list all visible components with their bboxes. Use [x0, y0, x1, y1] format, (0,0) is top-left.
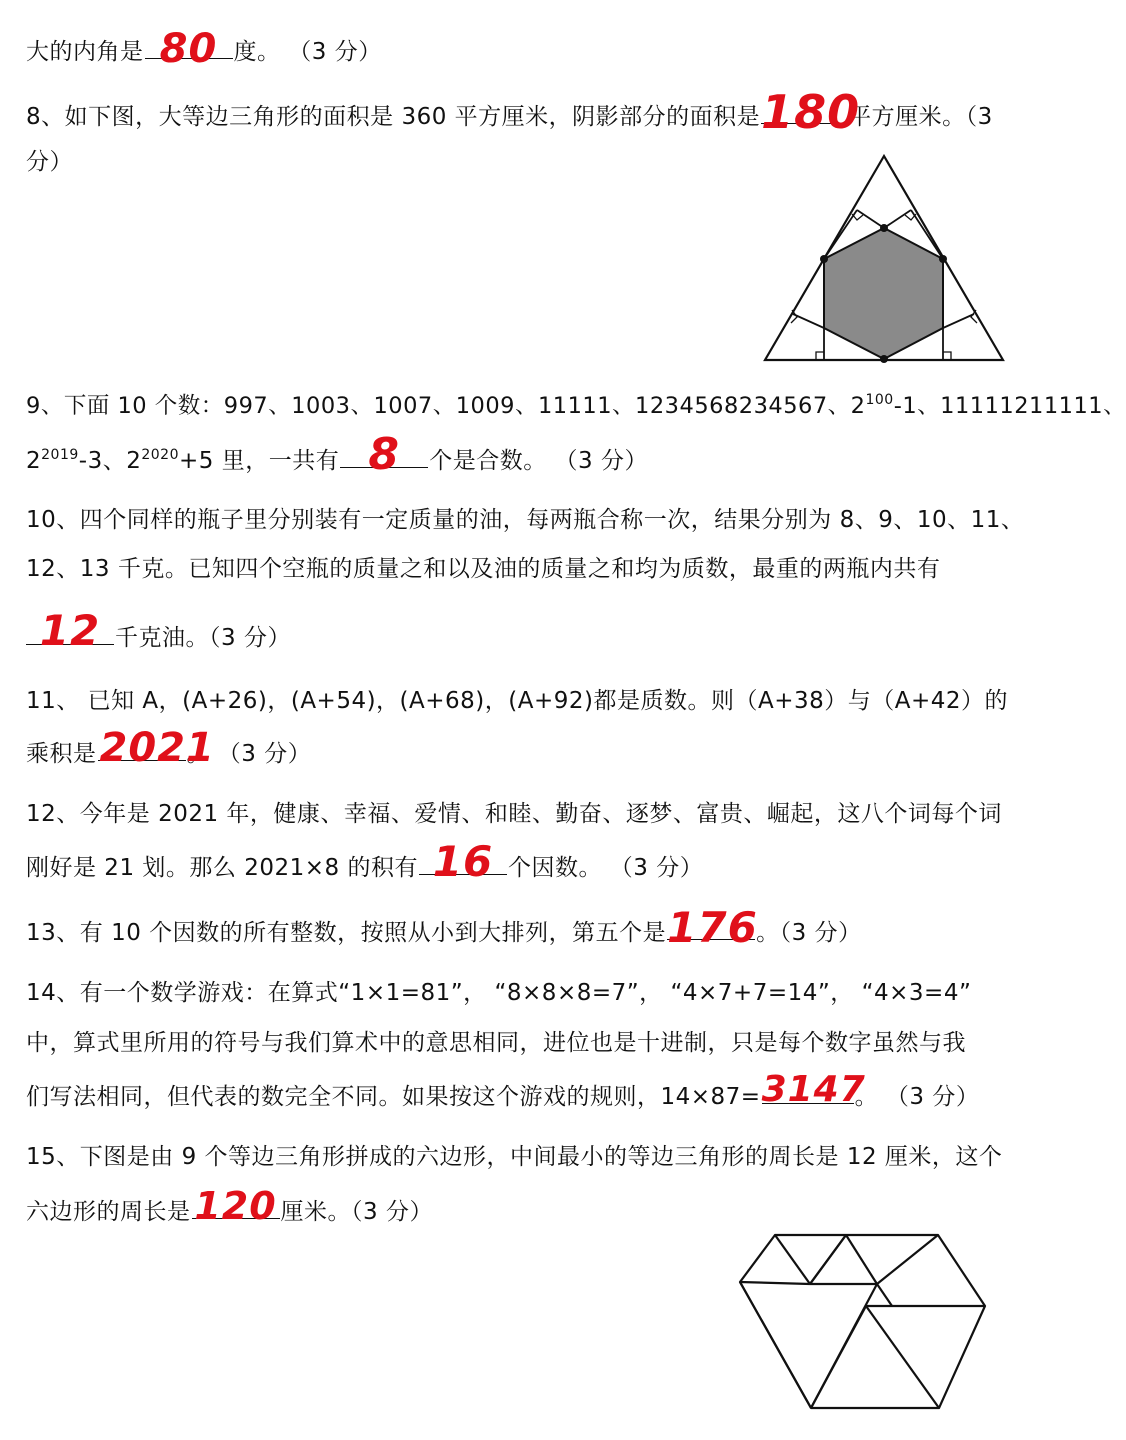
q12-answer: 16	[432, 837, 494, 886]
q9-text-a: 9、下面 10 个数：997、1003、1007、1009、11111、1234568234567、2	[26, 393, 866, 419]
q9-blank[interactable]	[340, 429, 428, 480]
q11-score: 。 （3 分）	[186, 741, 312, 767]
q9-score: 个是合数。 （3 分）	[429, 448, 648, 474]
q9-text-b: -1、11111211111、	[893, 393, 1126, 419]
q8-text: 8、如下图，大等边三角形的面积是 360 平方厘米，阴影部分的面积是	[26, 104, 761, 130]
q14-score: 。 （3 分）	[854, 1084, 980, 1110]
q10-line2: 12、13 千克。已知四个空瓶的质量之和以及油的质量之和均为质数，最重的两瓶内共有	[26, 556, 941, 582]
q9-sup2: 2019	[41, 447, 79, 463]
q13-text: 13、有 10 个因数的所有整数，按照从小到大排列，第五个是	[26, 920, 667, 946]
q13-answer: 176	[667, 903, 758, 952]
nine-triangle-hexagon-figure	[735, 1232, 990, 1414]
q15-line1: 15、下图是由 9 个等边三角形拼成的六边形，中间最小的等边三角形的周长是 12 厘米，这个	[26, 1144, 1003, 1170]
q14-line1: 14、有一个数学游戏：在算式“1×1=81”， “8×8×8=7”， “4×7+7=14”， “4×3=4”	[26, 980, 972, 1006]
q10-score: 千克油。（3 分）	[115, 625, 291, 651]
q8-score: 平方厘米。（3	[848, 104, 993, 130]
q10-blank[interactable]	[26, 606, 114, 655]
q14-text: 们写法相同，但代表的数完全不同。如果按这个游戏的规则，14×87=	[26, 1084, 761, 1110]
q7-line	[26, 26, 382, 72]
q12-text: 刚好是 21 划。那么 2021×8 的积有	[26, 855, 418, 881]
q15-score: 厘米。（3 分）	[280, 1199, 433, 1225]
q10-answer: 12	[39, 606, 101, 655]
q14-blank[interactable]	[761, 1069, 866, 1110]
q15-line2	[26, 1184, 433, 1228]
q9-text-c: 2	[26, 448, 42, 474]
q9-sup3: 2020	[141, 447, 179, 463]
q11-blank[interactable]	[98, 725, 215, 771]
q13-score: 。（3 分）	[756, 920, 862, 946]
q11-line1: 11、 已知 A，(A+26)，(A+54)，(A+68)，(A+92)都是质数。则（A+38）与（A+42）的	[26, 688, 1009, 714]
q7-blank[interactable]	[145, 26, 233, 72]
q11-line2	[26, 725, 312, 771]
q9-line2	[26, 429, 648, 480]
q13-line	[26, 903, 862, 952]
q11-text: 乘积是	[26, 741, 97, 767]
q9-text-e: +5 里，一共有	[179, 448, 340, 474]
q8-answer: 180	[761, 85, 861, 139]
q9-text-d: -3、2	[78, 448, 142, 474]
q15-blank[interactable]	[192, 1184, 280, 1228]
q15-answer: 120	[194, 1184, 277, 1228]
triangle-hexagon-figure	[760, 152, 1010, 367]
q10-line1: 10、四个同样的瓶子里分别装有一定质量的油，每两瓶合称一次，结果分别为 8、9、10、11、	[26, 507, 1025, 533]
q9-answer: 8	[368, 429, 401, 480]
q11-answer: 2021	[99, 725, 215, 771]
q8-line1	[26, 85, 993, 139]
q12-score: 个因数。 （3 分）	[507, 855, 704, 881]
q7-score: 度。 （3 分）	[233, 39, 382, 65]
q8-line2: 分）	[26, 149, 73, 175]
q14-line2: 中，算式里所用的符号与我们算术中的意思相同，进位也是十进制，只是每个数字虽然与我	[26, 1030, 966, 1056]
q15-text: 六边形的周长是	[26, 1199, 191, 1225]
q9-line1	[26, 391, 1126, 421]
q7-answer: 80	[159, 26, 218, 72]
q7-text: 大的内角是	[26, 39, 144, 65]
q10-line3	[26, 606, 291, 655]
q12-line1: 12、今年是 2021 年，健康、幸福、爱情、和睦、勤奋、逐梦、富贵、崛起，这八个词每个词	[26, 801, 1002, 827]
q8-blank[interactable]	[761, 85, 861, 139]
shaded-hexagon	[824, 228, 943, 359]
q14-answer: 3147	[761, 1069, 866, 1110]
q12-blank[interactable]	[419, 837, 507, 886]
q14-line3	[26, 1069, 980, 1112]
q13-blank[interactable]	[667, 903, 758, 952]
q9-sup1: 100	[865, 392, 894, 408]
q12-line2	[26, 837, 704, 886]
